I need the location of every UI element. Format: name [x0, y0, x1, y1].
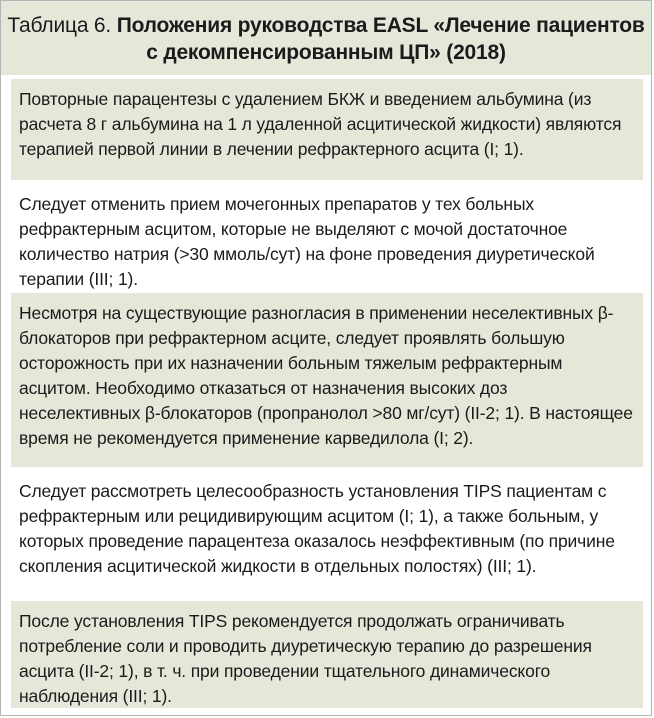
- table-row: После установления TIPS рекомендуется продолжать ограничивать потребление соли и проводить диуретическую терапию до разрешения асцита (II-2; 1), в т. ч. при проведении тщательного динамического наблюдения (III; 1).: [11, 601, 643, 708]
- table-title-label: Таблица 6.: [7, 14, 117, 37]
- table-row: Несмотря на существующие разногласия в применении неселективных β-блокаторов при рефрактерном асците, следует проявлять большую осторожность при их назначении больным тяжелым рефрактерным асцитом. Необходимо отказаться от назначения высоких доз неселективных β-блокаторов (пропранолол >80 мг/сут) (II-2; 1). В настоящее время не рекомендуется применение карведилола (I; 2).: [11, 293, 643, 467]
- table-title-year: (2018): [440, 41, 506, 64]
- table-row: Следует отменить прием мочегонных препаратов у тех больных рефрактерным асцитом, которые не выделяют с мочой достаточное количество натрия (>30 ммоль/сут) на фоне проведения диуретической терапии (III; 1).: [11, 184, 643, 289]
- table-row: Следует рассмотреть целесообразность установления TIPS пациентам с рефрактерным или рецидивирующим асцитом (I; 1), а также больным, у которых проведение парацентеза оказалось неэффективным (по причине скопления асцитической жидкости в отдельных полостях) (III; 1).: [11, 471, 643, 597]
- table-title-text: Положения руководства EASL «Лечение пациентов с декомпенсированным ЦП»: [116, 14, 645, 64]
- table-title: [1, 1, 651, 75]
- table-row: Повторные парацентезы с удалением БКЖ и введением альбумина (из расчета 8 г альбумина на 1 л удаленной асцитической жидкости) являются терапией первой линии в лечении рефрактерного асцита (I; 1).: [11, 79, 643, 180]
